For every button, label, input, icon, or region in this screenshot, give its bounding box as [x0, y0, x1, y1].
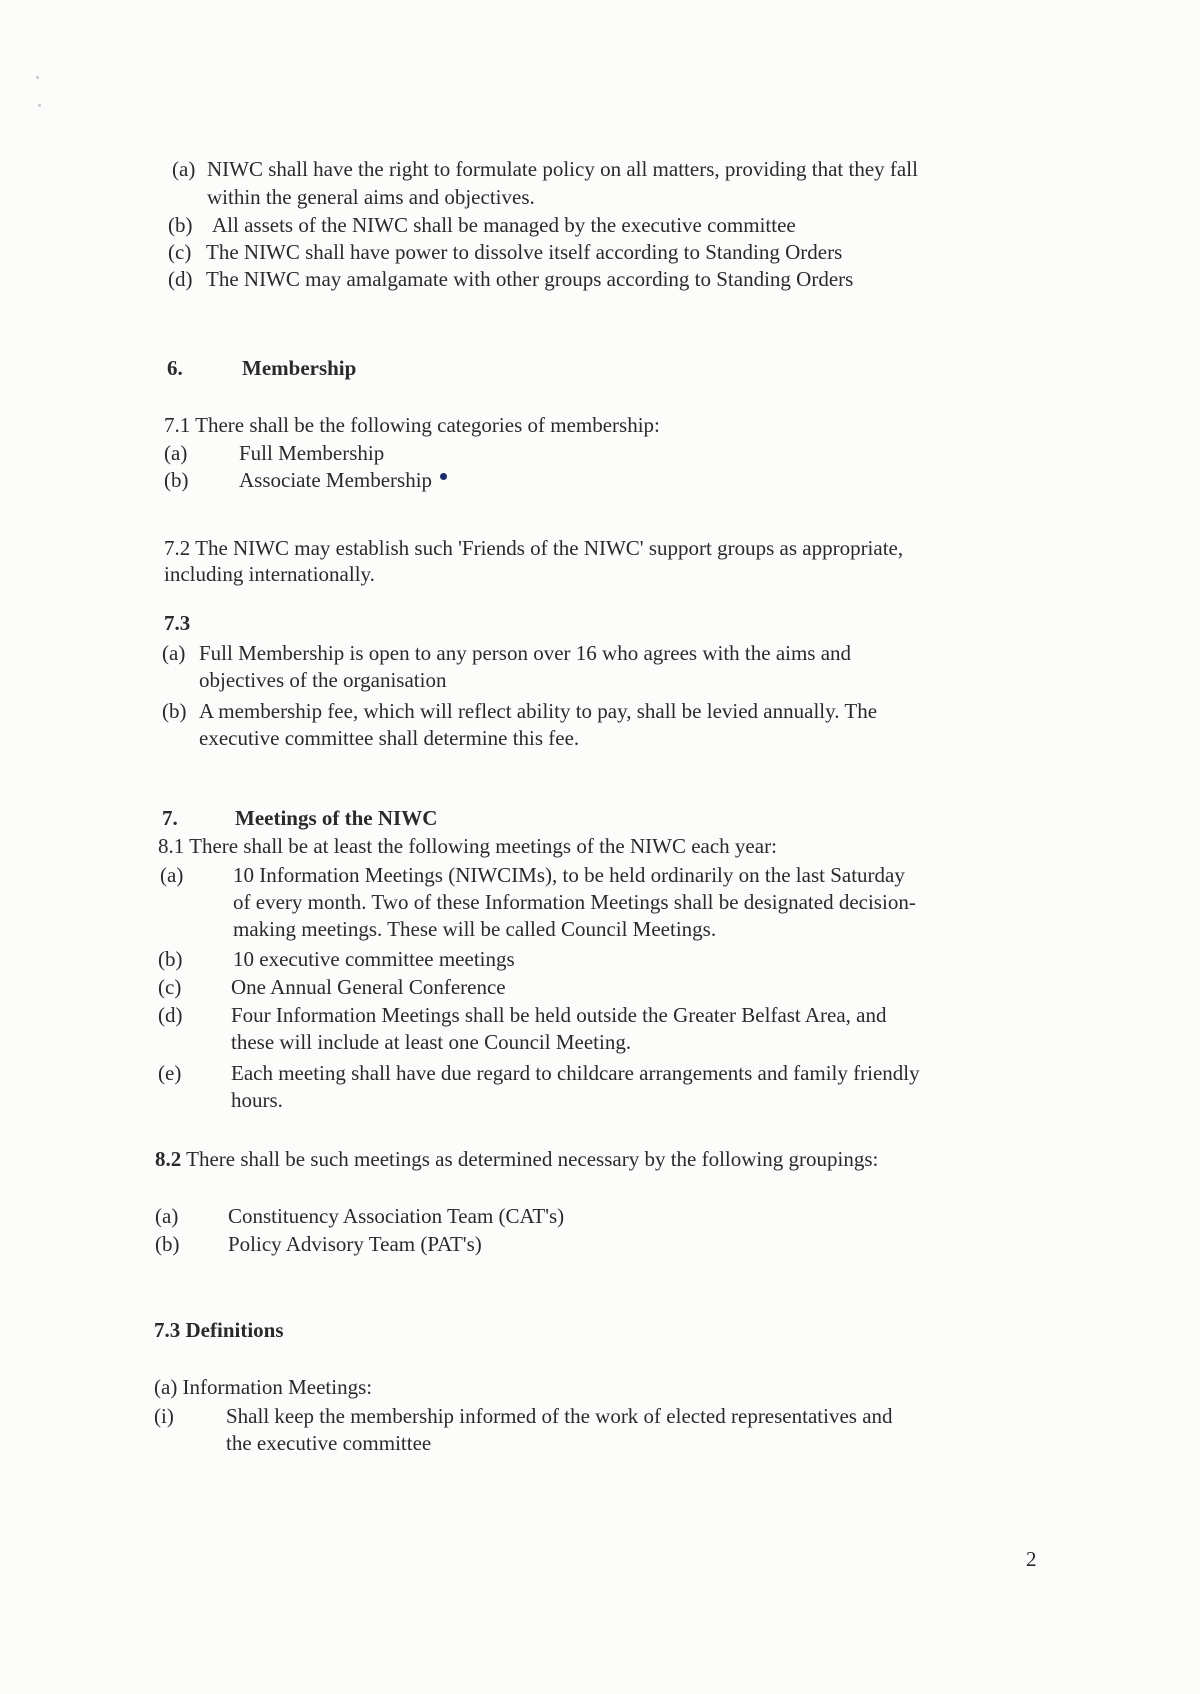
list-text: The NIWC may amalgamate with other groups according to Standing Orders	[206, 267, 854, 291]
list-label: (d)	[168, 267, 193, 291]
section-number: 7.	[162, 806, 178, 830]
list-text: hours.	[231, 1088, 283, 1112]
paragraph: including internationally.	[164, 562, 375, 586]
list-text: A membership fee, which will reflect ability to pay, shall be levied annually. The	[199, 699, 878, 723]
section-heading: Membership	[242, 356, 357, 380]
paragraph	[155, 1146, 878, 1172]
paragraph: (a) Information Meetings:	[154, 1375, 373, 1399]
list-label: (a)	[164, 441, 188, 465]
list-text: of every month. Two of these Information Meetings shall be designated decision-	[233, 890, 916, 914]
section-heading: Meetings of the NIWC	[235, 806, 438, 830]
list-text: 10 Information Meetings (NIWCIMs), to be held ordinarily on the last Saturday	[233, 863, 905, 887]
list-label: (i)	[154, 1404, 174, 1428]
page-number: 2	[1026, 1547, 1037, 1571]
list-label: (a)	[162, 641, 186, 665]
list-label: (c)	[168, 240, 192, 264]
list-label: (d)	[158, 1003, 183, 1027]
section-heading: 7.3 Definitions	[154, 1318, 284, 1342]
paragraph: 7.2 The NIWC may establish such 'Friends of the NIWC' support groups as appropriate,	[164, 536, 904, 560]
list-text: within the general aims and objectives.	[207, 185, 535, 209]
list-text: these will include at least one Council Meeting.	[231, 1030, 632, 1054]
list-text: objectives of the organisation	[199, 668, 447, 692]
paragraph-number: 8.2	[155, 1147, 182, 1171]
list-text: Full Membership	[239, 441, 385, 465]
list-label: (e)	[158, 1061, 182, 1085]
list-text: 10 executive committee meetings	[233, 947, 515, 971]
list-label: (b)	[168, 213, 193, 237]
scan-speck	[36, 76, 39, 79]
list-text: Full Membership is open to any person over 16 who agrees with the aims and	[199, 641, 852, 665]
list-label: (a)	[172, 157, 196, 181]
list-label: (b)	[158, 947, 183, 971]
list-text: The NIWC shall have power to dissolve itself according to Standing Orders	[206, 240, 843, 264]
list-text: All assets of the NIWC shall be managed by the executive committee	[212, 213, 796, 237]
section-number: 6.	[167, 356, 183, 380]
scan-speck	[38, 104, 41, 107]
list-text: Constituency Association Team (CAT's)	[228, 1204, 565, 1228]
list-text: the executive committee	[226, 1431, 432, 1455]
paragraph-text: There shall be such meetings as determined necessary by the following groupings:	[181, 1147, 879, 1171]
list-text-with-marker	[239, 467, 447, 493]
list-label: (b)	[155, 1232, 180, 1256]
list-text: Each meeting shall have due regard to childcare arrangements and family friendly	[231, 1061, 920, 1085]
list-text: executive committee shall determine this fee.	[199, 726, 580, 750]
list-label: (b)	[162, 699, 187, 723]
list-text: One Annual General Conference	[231, 975, 506, 999]
list-text: Shall keep the membership informed of the work of elected representatives and	[226, 1404, 893, 1428]
paragraph: 7.1 There shall be the following categories of membership:	[164, 413, 660, 437]
list-label: (b)	[164, 468, 189, 492]
list-text: Four Information Meetings shall be held outside the Greater Belfast Area, and	[231, 1003, 887, 1027]
list-label: (c)	[158, 975, 182, 999]
list-text: Associate Membership	[239, 468, 433, 492]
bullet-dot-icon	[440, 473, 447, 480]
subsection-heading: 7.3	[164, 611, 191, 635]
list-label: (a)	[155, 1204, 179, 1228]
list-text: making meetings. These will be called Council Meetings.	[233, 917, 717, 941]
paragraph: 8.1 There shall be at least the following meetings of the NIWC each year:	[158, 834, 777, 858]
list-text: Policy Advisory Team (PAT's)	[228, 1232, 482, 1256]
list-label: (a)	[160, 863, 184, 887]
list-text: NIWC shall have the right to formulate policy on all matters, providing that they fall	[207, 157, 918, 181]
